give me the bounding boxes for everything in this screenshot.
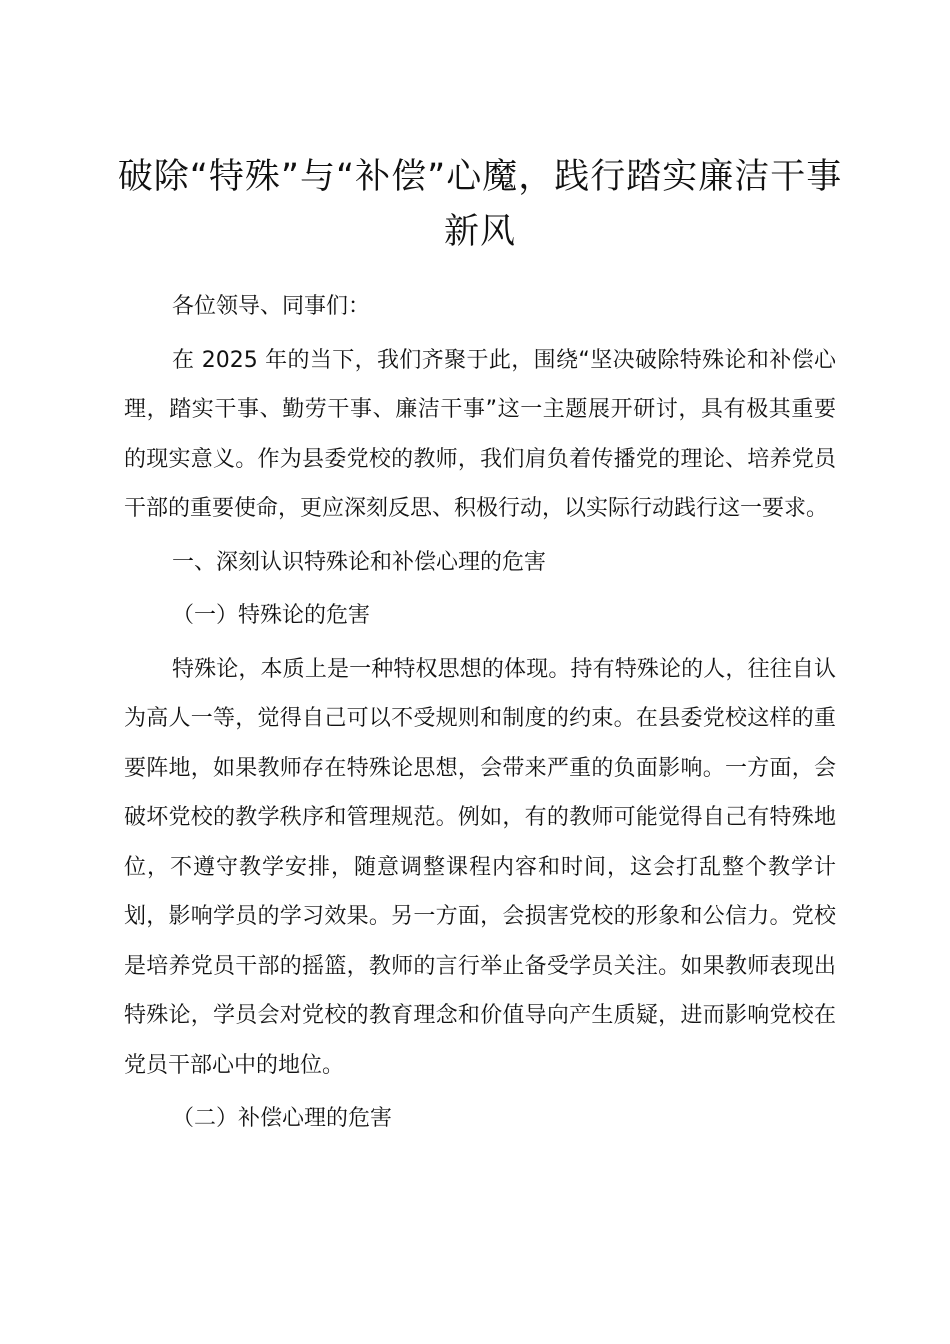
document-title: 破除“特殊”与“补偿”心魔，践行踏实廉洁干事新风 [117,157,843,252]
body-paragraph-special-theory: 特殊论，本质上是一种特权思想的体现。持有特殊论的人，往往自认为高人一等，觉得自己可以不受规则和制度的约束。在县委党校这样的重要阵地，如果教师存在特殊论思想，会带来严重的负面影响。一方面，会破坏党校的教学秩序和管理规范。例如，有的教师可能觉得自己有特殊地位，不遵守教学安排，随意调整课程内容和时间，这会打乱整个教学计划，影响学员的学习效果。另一方面，会损害党校的形象和公信力。党校是培养党员干部的摇篮，教师的言行举止备受学员关注。如果教师表现出特殊论，学员会对党校的教育理念和价值导向产生质疑，进而影响党校在党员干部心中的地位。 [124,656,836,1078]
document-body [124,282,836,1144]
section-heading-1: 一、深刻认识特殊论和补偿心理的危害 [172,549,547,575]
subsection-heading-1: （一）特殊论的危害 [172,603,371,628]
intro-paragraph: 在 2025 年的当下，我们齐聚于此，围绕“坚决破除特殊论和补偿心理，踏实干事、勤劳干事、廉洁干事”这一主题展开研讨，具有极其重要的现实意义。作为县委党校的教师，我们肩负着传播党的理论、培养党员干部的重要使命，更应深刻反思、积极行动，以实际行动践行这一要求。 [124,347,836,521]
salutation-paragraph: 各位领导、同事们： [172,294,371,319]
subsection-heading-2: （二）补偿心理的危害 [172,1106,393,1131]
